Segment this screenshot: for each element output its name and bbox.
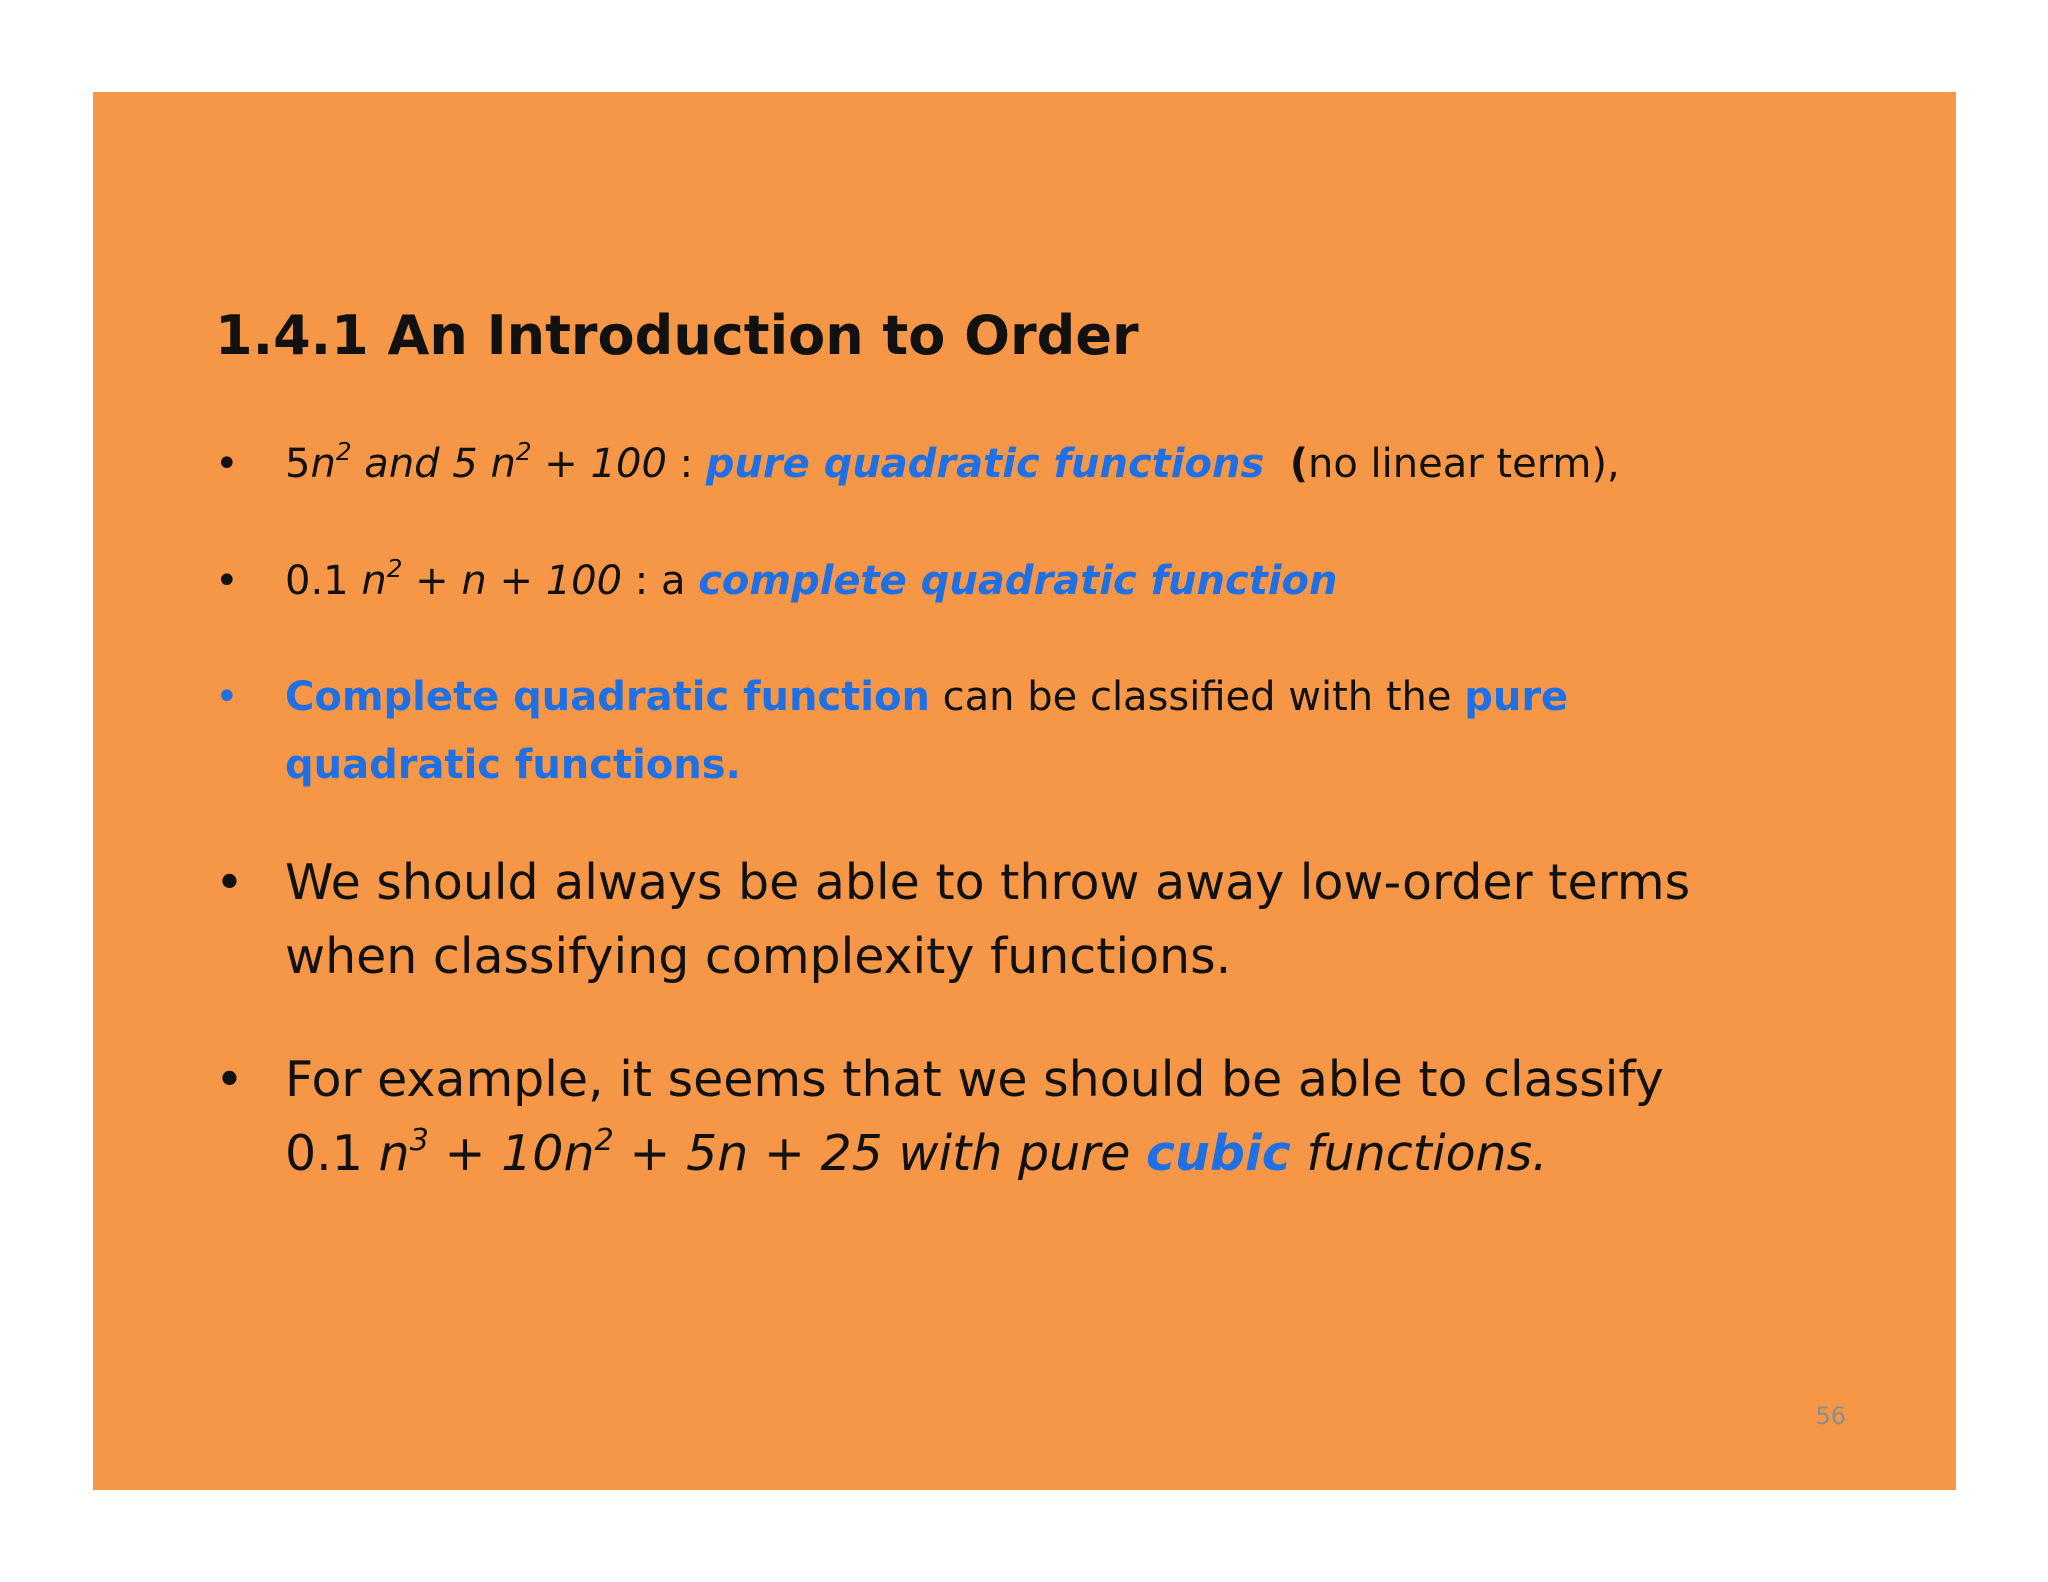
highlight-term: quadratic functions. — [285, 742, 741, 788]
highlight-term: Complete quadratic function — [285, 674, 930, 720]
bullet-dot: • — [215, 1051, 244, 1108]
separator-text: : — [666, 441, 706, 487]
bullet-line: We should always be able to throw away low-order terms — [285, 854, 1691, 911]
bullet-text — [285, 430, 1620, 498]
math-exponent: 2 — [515, 437, 532, 467]
note-text: no linear term), — [1308, 441, 1620, 487]
math-variable: n — [310, 441, 336, 487]
math-variable: n — [378, 1125, 410, 1182]
highlight-term: complete quadratic function — [698, 558, 1338, 604]
math-variable: n — [361, 558, 387, 604]
highlight-term: cubic — [1146, 1125, 1291, 1182]
math-text: 0.1 — [285, 1125, 379, 1182]
highlight-term: pure quadratic functions — [705, 441, 1265, 487]
math-exponent: 2 — [594, 1122, 614, 1158]
highlight-term: pure — [1464, 674, 1569, 720]
math-text: + 5n + 25 with pure — [613, 1125, 1146, 1182]
bullet-text — [285, 846, 1690, 994]
math-variable: n — [490, 441, 516, 487]
bullet-line — [285, 663, 1568, 731]
bullet-text — [285, 547, 1338, 615]
math-exponent: 2 — [335, 437, 352, 467]
bullet-line — [285, 731, 1568, 799]
slide-title: 1.4.1 An Introduction to Order — [215, 304, 1139, 367]
slide — [93, 92, 1956, 1490]
separator-text: : a — [622, 558, 699, 604]
math-text: and 5 — [351, 441, 491, 487]
math-text: functions. — [1290, 1125, 1548, 1182]
math-text: 0.1 — [285, 558, 362, 604]
bullet-line: when classifying complexity functions. — [285, 928, 1232, 985]
bullet-line: For example, it seems that we should be able to classify — [285, 1051, 1664, 1108]
math-text: + 10n — [428, 1125, 595, 1182]
math-text: + 100 — [531, 441, 667, 487]
bullet-dot: • — [215, 441, 239, 487]
bullet-dot: • — [215, 674, 239, 720]
bullet-line — [285, 1117, 1664, 1191]
page-number: 56 — [1815, 1402, 1846, 1430]
bullet-dot: • — [215, 558, 239, 604]
math-text: 5 — [285, 441, 311, 487]
plain-text: can be classified with the — [929, 674, 1465, 720]
paren-text: ( — [1289, 441, 1308, 487]
bullet-dot: • — [215, 854, 244, 911]
bullet-text — [285, 1043, 1664, 1191]
math-text: + n + 100 — [402, 558, 623, 604]
math-exponent: 2 — [386, 554, 403, 584]
math-exponent: 3 — [409, 1122, 429, 1158]
bullet-text — [285, 663, 1568, 799]
